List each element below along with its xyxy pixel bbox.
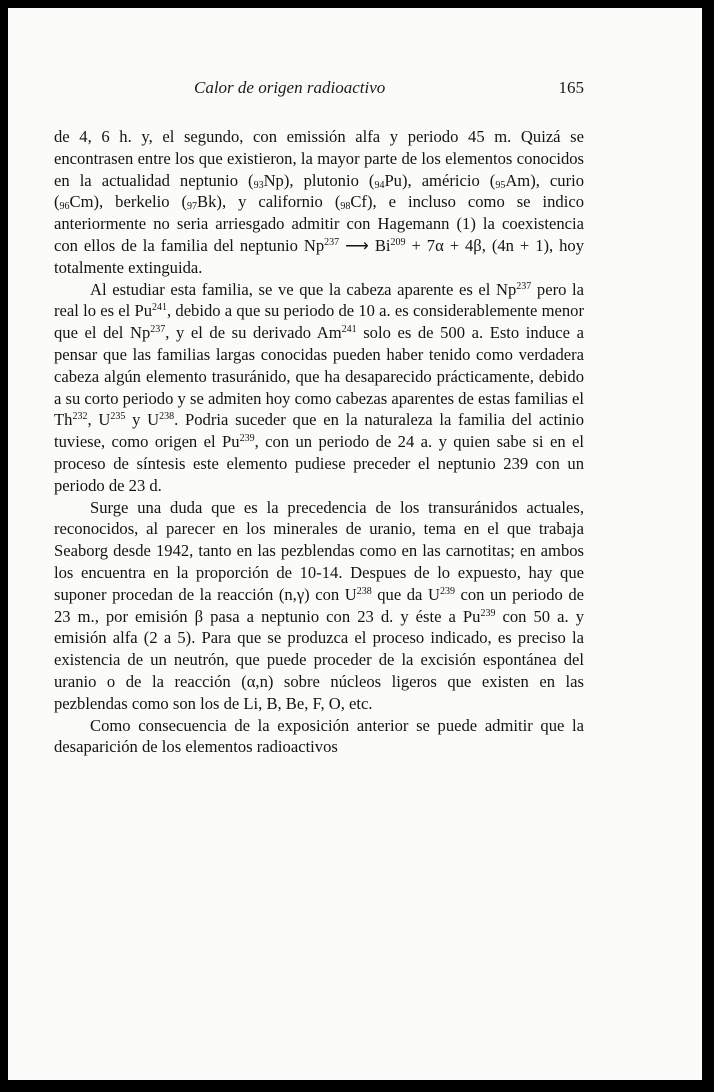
paragraph-1: de 4, 6 h. y, el segundo, con emissión alfa y periodo 45 m. Quizá se encontrasen entre los que existieron, la mayor parte de los elementos conocidos en la actualidad neptunio $(_{93}Np)$, plutonio $(_{94}Pu)$, américio $(_{95}Am)$, curio $(_{96}Cm)$, berkelio $(_{97}Bk)$, y californio $(_{98}Cf)$, e incluso como se indico anteriormente no seria arriesgado admitir con Hagemann (1) la coexistencia con ellos de la familia del neptunio Np$^{237}$ ⟶ $Bi^{209} + 7\alpha + 4\beta$, (4n + 1), hoy totalmente extinguida. (54, 127, 585, 277)
page-header (54, 78, 584, 104)
page-number: 165 (558, 78, 584, 97)
book-page (8, 8, 702, 1080)
body-text (54, 126, 584, 758)
paragraph-2: Al estudiar esta familia, se ve que la cabeza aparente es el Np$^{237}$ pero la real lo es el Pu$^{241}$, debido a que su periodo de 10 a. es considerablemente menor que el del Np$^{237}$, y el de su derivado Am$^{241}$ solo es de 500 a. Esto induce a pensar que las familias largas conocidas pueden haber tenido como verdadera cabeza algún elemento trasuránido, que ha desaparecido prácticamente, debido a su corto periodo y se admiten hoy como cabezas aparentes de estas familias el Th$^{232}$, $U^{235}$ y $U^{238}$. Podria suceder que en la naturaleza la familia del actinio tuviese, como origen el Pu$^{239}$, con un periodo de 24 a. y quien sabe si en el proceso de síntesis este elemento pudiese preceder el neptunio 239 con un periodo de 23 d. (54, 279, 584, 495)
paragraph-4: Como consecuencia de la exposición anterior se puede admitir que la desaparición de los elementos radioactivos (54, 715, 584, 757)
running-title: Calor de origen radioactivo (194, 78, 386, 97)
paragraph-3: Surge una duda que es la precedencia de los transuránidos actuales, reconocidos, al parecer en los minerales de uranio, tema en el que trabaja Seaborg desde 1942, tanto en las pezblendas como en las carnotitas; en ambos los encuentra en la proporción de 10-14. Despues de lo expuesto, hay que suponer procedan de la reacción (n,γ) con $U^{238}$ que da $U^{239}$ con un periodo de 23 m., por emisión β pasa a neptunio con 23 d. y éste a Pu$^{239}$ con 50 a. y emisión alfa (2 a 5). Para que se produzca el proceso indicado, es preciso la existencia de un neutrón, que puede proceder de la excisión espontánea del uranio o de la reacción (α,n) sobre núcleos ligeros que existen en las pezblendas como son los de Li, B, Be, F, O, etc. (54, 497, 584, 713)
